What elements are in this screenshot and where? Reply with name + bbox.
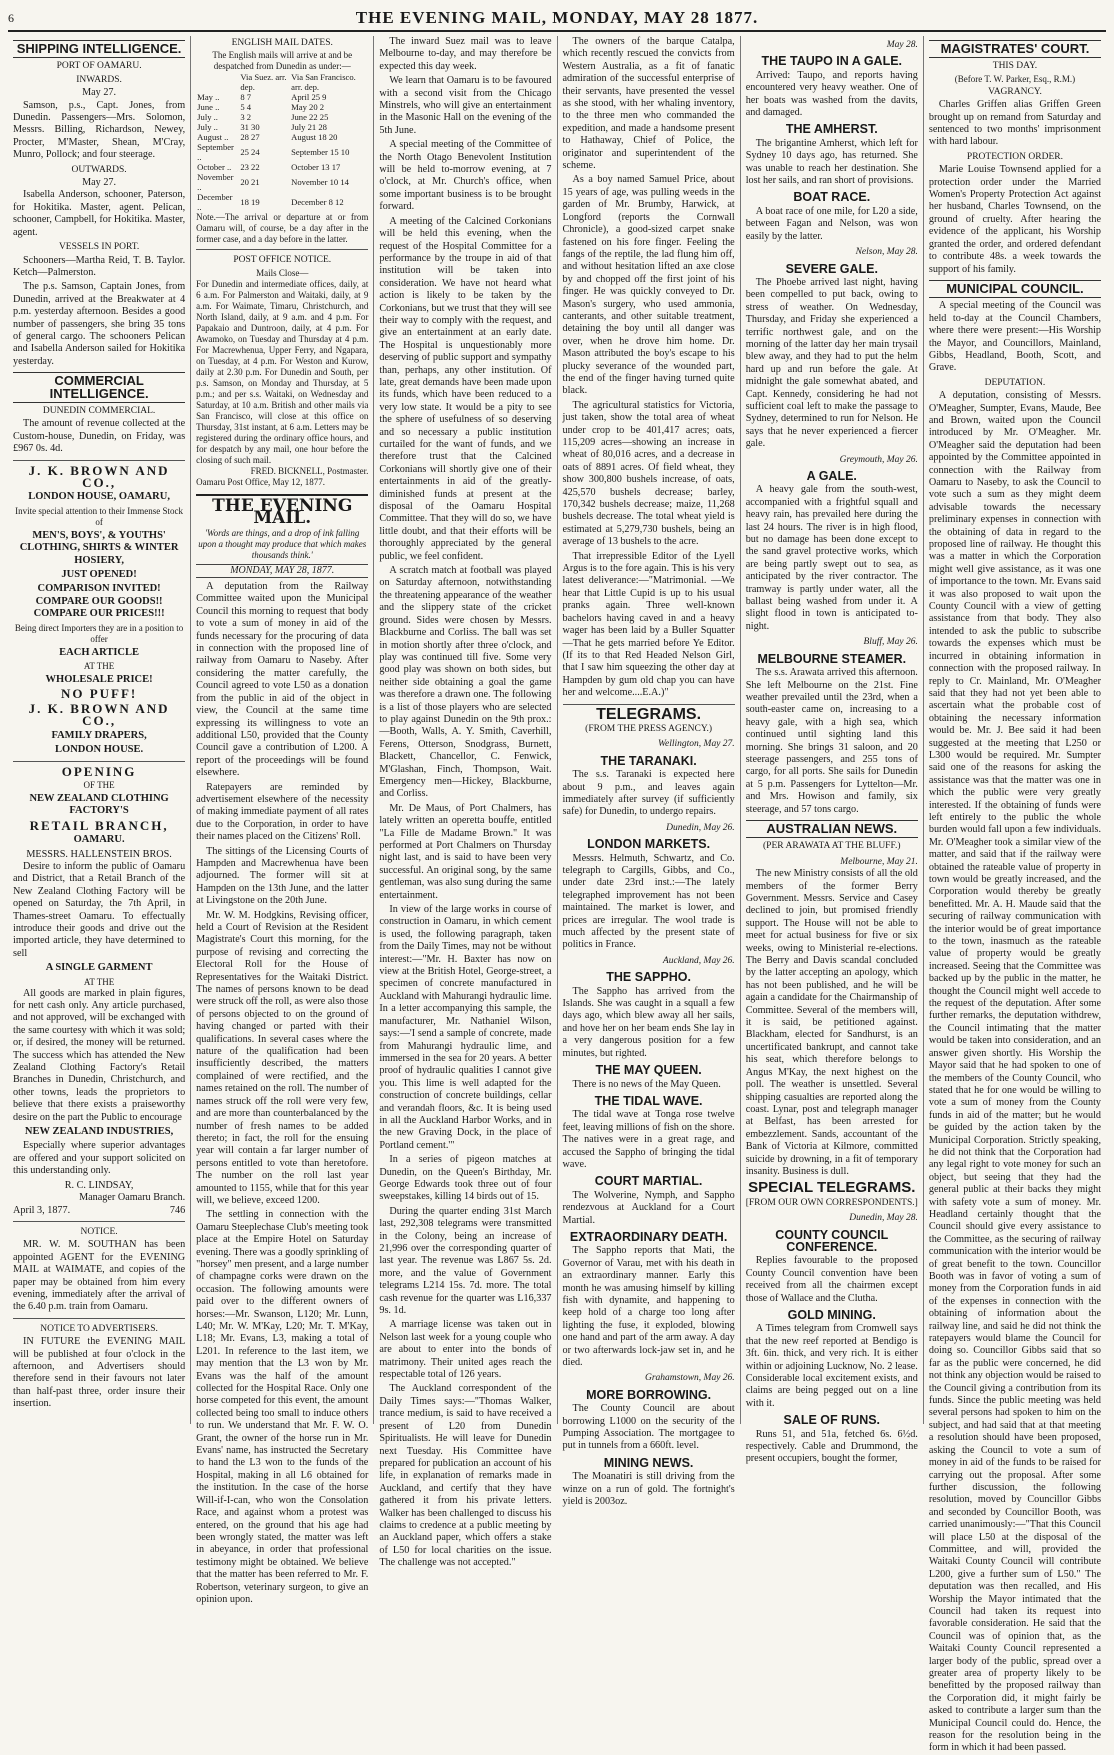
article-paragraph: Mr. De Maus, of Port Chalmers, has lately written an operetta bouffe, entitled "La Fille de Madame Brown." It was performed at Port Chalmers on Thursday night last, and is said to have been very successful. An original song, by the same gentleman, was also sung during the same entertainment. <box>379 802 552 901</box>
mail-row <box>196 172 368 192</box>
article-paragraph: A special meeting of the Committee of the North Otago Benevolent Institution will be held to-morrow evening, at 7 o'clock, at Mr. Church's office, when some important business is to be brought forward. <box>379 139 552 213</box>
article-paragraph: That irrepressible Editor of the Lyell Argus is to the fore again. This is his very latest deliverance:—"Matrimonial. —We hear that Little Cupid is up to his usual pranks again. Three well-known bachelors having caved in and a heavy wager has been laid by a Buller Squatter—That he gets married before Ye Editor. (If its to that Red Headed Nelson Girl, that I saw him squeezing the other day at Hampden by gum old chap you can have her and welcome....E.A.)" <box>562 550 735 699</box>
ad-brown-line: JUST OPENED! <box>61 569 137 581</box>
column-4 <box>558 36 741 1508</box>
mail-cell: June .. <box>197 102 220 113</box>
mail-row <box>196 192 368 212</box>
ad-brown-line: FAMILY DRAPERS, <box>51 729 147 741</box>
telegram-text: The brigantine Amherst, which left for Sydney 10 days ago, has returned. She was unable to reach her destination. She lost her sails, and ran short of provisions. <box>745 137 918 187</box>
ad-brown-line: Being direct Importers they are in a position to offer <box>14 622 184 644</box>
article-paragraph: We learn that Oamaru is to be favoured with a second visit from the Chicago Minstrels, who will give an entertainment in the Masonic Hall on the evening of the 5th June. <box>379 75 552 136</box>
telegram-heading: A GALE. <box>806 469 857 483</box>
ad-nz-number: 746 <box>169 1204 186 1216</box>
ad-brown-line: Invite special attention to their Immense Stock of <box>15 505 184 527</box>
telegrams-heading: TELEGRAMS. <box>596 705 702 723</box>
mail-col: Via Suez. arr. dep. <box>240 72 287 93</box>
telegram-heading: MELBOURNE STEAMER. <box>757 651 907 666</box>
telegram-heading: AUSTRALIAN NEWS. <box>746 820 918 838</box>
notice-text: MR. W. M. SOUTHAN has been appointed AGENT for the EVENING MAIL at WAIMATE, and copies of the paper may be obtained from him every evening, immediately after the arrival of the 6.40 p.m. train from Oamaru. <box>13 1239 186 1313</box>
dateline: MONDAY, MAY 28, 1877. <box>196 564 368 578</box>
article-paragraph: As a boy named Samuel Price, about 15 years of age, was pulling weeds in the garden of Mr. Brumby, Harwick, at Longford (reports the Cornwall Chronicle), a good-sized carpet snake fastened on his fore finger. Feeling the fangs of the reptile, the lad flung him off, and without hesitation lifted an axe close by and chopped off the first joint of his finger. He was quickly conveyed to Dr. Mason's surgery, who used ammonia, canterants, and other suitable treatment, detaining the boy until all danger was over, when he drove him home. Dr. Mason attributed the boy's escape to his plucky severance of the wounded part, the end of the finger having turned quite black. <box>562 174 735 397</box>
article-paragraph: The owners of the barque Catalpa, which recently rescued the convicts from Western Australia, as a fit of fanatic admiration of the successful enterprise of their servants, have presented the vessel as she stood, with her whaling inventory, to the three men who commanded the expedition, and made a handsome present to Hathaway, Chief of Police, the originator and superintendent of the scheme. <box>562 36 735 172</box>
mail-heading: ENGLISH MAIL DATES. <box>231 38 333 48</box>
court-sub: (Before T. W. Parker, Esq., R.M.) <box>954 73 1076 84</box>
article-paragraph: During the quarter ending 31st March last, 292,308 telegrams were transmitted in the Colony, being an increase of 21,996 over the corresponding quarter of last year. The revenue was L867 5s. 2d. more, and the value of Government telegrams L214 15s. 7d. more. The total cash revenue for the quarter was L16,337 9s. 1d. <box>379 1205 552 1317</box>
telegram-heading: EXTRAORDINARY DEATH. <box>569 1229 728 1244</box>
mail-row <box>196 162 368 172</box>
telegram-heading: COURT MARTIAL. <box>594 1174 703 1189</box>
inwards-heading: INWARDS. <box>76 74 122 85</box>
ad-nz-text: All goods are marked in plain figures, for nett cash only. Any article purchased, and not approved, will be exchanged with the same courtesy with which it was sold; or, if desired, the money will be returned. The success which has attended the New Zealand Clothing Factory's Retail Branches in Dunedin, Christchurch, and other towns, leads the proprietors to believe that there exists a praiseworthy desire on the part the Public to encourage <box>13 987 186 1123</box>
mail-row <box>196 132 368 142</box>
mail-cell: April 25 9 <box>291 92 327 103</box>
article-paragraph: The settling in connection with the Oamaru Steeplechase Club's meeting took place at the Empire Hotel on Saturday evening. There was a goodly sprinkling of "horsey" men present, and a large number of champagne corks were drawn on the occasion. The following amounts were paid over to the different owners of horses:—Mr. Swanson, L120; Mr. Lunn, L40; Mr. W. M'Kay, L20; Mr. T. M'Kay, L18; Mr. Evans, L3, making a total of L201. In reference to the last item, we may mention that the L3 won by Mr. Evans was the half of the amount collected for the Hospital Race. Only one horse competed for this event, the amount collected being too small to induce others to run. We understand that Mr. F. W. O. Grant, the owner of the horse run in Mr. Evans' name, has instructed the Secretary to hand the L3 won to the funds of the Hospital, making in all L6 obtained for the institution. In the case of the horse Will-if-I-can, who won the Consolation Race, and against whom a protest was entered, on the ground that his age had been wrongly stated, the matter was left in abeyance, in order that professional testimony might be obtained. We believe that the matter has been referred to Mr. F. Robertson, veterinary surgeon, to give an opinion upon. <box>196 1209 369 1605</box>
ad-brown-line: MEN'S, BOYS', & YOUTHS' CLOTHING, SHIRTS & WINTER HOSIERY, <box>19 529 179 566</box>
commercial-sub: DUNEDIN COMMERCIAL. <box>42 405 156 416</box>
article-paragraph: A marriage license was taken out in Nelson last week for a young couple who are about to enter into the bonds of matrimony. Their united ages reach the respectable total of 126 years. <box>379 1319 552 1381</box>
court-sub: THIS DAY. <box>992 61 1038 72</box>
mail-cell: 23 22 <box>240 162 260 173</box>
court-sub: VAGRANCY. <box>988 86 1042 97</box>
notice-adv-text: IN FUTURE the EVENING MAIL will be published at four o'clock in the afternoon, and Advertisers should therefore send in their favours not later than half-past three, order insure their insertion. <box>13 1336 186 1410</box>
ad-nz-footer <box>13 1205 185 1217</box>
post-heading: POST OFFICE NOTICE. <box>233 255 332 266</box>
column-5 <box>741 36 924 1465</box>
post-text: For Dunedin and intermediate offices, daily, at 6 a.m. For Palmerston and Waitaki, daily, at 9 a.m. For Waimate, Timaru, Christchurch, and North Island, daily, at 9 a.m. and 4 p.m. For Papakaio and Duntroon, daily, at 4 p.m. For Awamoko, on Tuesday and Thursday at 4 p.m. For Macrewhenua, Upper Ferry, and Ngapara, on Tuesday, at 4 p.m. For Weston and Kurow, daily at 2.30 p.m. For Dunedin and South, per p.s. Samson, on Monday and Thursday, at 5 p.m.; and per s.s. Waitaki, on Wednesday and Saturday, at 10 a.m. British and other mails via San Francisco, will close at this office on Thursday, 31st instant, at 6 a.m. Letters may be registered during the ordinary office hours, and for despatch by any mail, one hour before the closing of such mail. <box>196 278 369 465</box>
dateline-location: Wellington, May 27. <box>657 739 735 750</box>
article-paragraph: Mr. W. M. Hodgkins, Revising officer, held a Court of Revision at the Resident Magistrate's Court this morning, for the purpose of revising and correcting the Electoral Roll for the House of Representatives for the Waitaki District. The names of persons known to be dead were struck off the roll, as were also those of persons objected to on the ground of having changed or parted with their qualifications. In several cases where the nature of the qualification had been insufficiently described, the matters complained of were rectified, and the names retained on the roll. The number of names struck off the roll were very few, and are more than counterbalanced by the number of fresh names to be added thereto; in fact, the roll for the ensuing year will contain a far larger number of persons entitled to vote than heretofore. The number on the roll last year amounted to 1155, while that for this year will, we believe, exceed 1200. <box>196 909 369 1206</box>
council-text: A deputation, consisting of Messrs. O'Meagher, Sumpter, Evans, Maude, Bee and Brown, waited upon the Council introduced by Mr. O'Meagher. Mr. O'Meagher said the deputation had been appointed by the Committee appointed in connection with the Railway from Oamaru to Naseby, to ask the Council to vote such a sum as they might deem advisable towards the necessary preliminary expenses in connection with the obtaining of data in regard to the proposed line of railway. He thought this was a matter in which the Corporation might well give assistance, as it was one of importance to the town. Mr. Evans said it was also proposed to wait upon the County Council with a view of getting assistance from that body. They also intended to ask the public to subscribe towards the expenses which must be incurred in obtaining information in connection with the proposed railway. In reply to Cr. Mainland, Mr. O'Meagher said that they had not yet been able to ascertain what the probable cost of obtaining the necessary information would be. Mr. J. Bee said it had been suggested at the meeting that L250 or L300 would be required. Mr. Sumpter said one of the reasons for asking the assistance was that the matter was one in which the public were very greatly interested. If the obtaining of funds were left entirely to the public the whole burden would fall upon a few individuals. Mr. O'Meagher took a similar view of the matter, and said that if the railway were obtained the rateable value of property in town would be greatly increased, and the Corporation would thereby be greatly benefitted. Mr. A. H. Maude said that the securing of railway communication with the interior would be of great importance to the town, inasmuch as the rateable value of property would be greatly increased. Seeing that the Committee was backed up by the public in the matter, he thought the Council might well accede to the request of the deputation. After some further remarks, the deputation withdrew, the Council intimating that the matter would be taken into consideration, and an answer given shortly. His Worship the Mayor said that he had spoken to one of the members of the County Council, who stated that he for one would be willing to vote a sum of money from the County funds in aid of the matter; but he would be guided by the action taken by the Municipal Corporation. Strictly speaking, he did not think that the Corporation had any legal right to vote money for such an object, but seeing that they had the general public at their backs they might with safety vote a sum of money. Mr. Headland certainly thought that the Council should give every assistance to the Committee, as the securing of railway communication with the interior would be of great benefit to the town. Councillor Booth was in favor of voting a sum of money from the Corporation funds in aid of the expenses in connection with the obtaining of information about the railway line, and said he did not think the ratepayers would blame the Council for doing so. Councillor Gibbs said that so far as the public were concerned, he did not think any objection would be raised to the Council giving a contribution from its funds. Since the public meeting was held several persons had spoken to him on the subject, and had said that at that meeting a resolution should have been proposed, asking the Council to vote a sum of money in aid of the funds to be raised for carrying out the proposal. After some further discussion, the following resolution, moved by Councillor Gibbs and seconded by Councillor Booth, was carried unanimously:—"That this Council will place L50 at the disposal of the Committee, and will, provided the Waitaki County Council will contribute L200, give a further sum of L50." The deputation was then recalled, and His Worship the Mayor intimated that the Council had taken its request into favorable consideration. He said that the Council was of opinion that, as the Waitaki County Council represented a larger body of the public, spread over a greater area of property likely to be benefitted by the proposed railway than the Corporation did, it might fairly be asked to contribute a larger sum than the Municipal Council could do. Hence, the reason for the resolution being in the form in which it had been passed. <box>928 390 1102 1754</box>
ad-brown-title: J. K. BROWN AND CO., <box>28 462 170 490</box>
mail-cell: 28 27 <box>240 132 260 143</box>
mail-row <box>196 92 368 102</box>
telegram-text: The County Council are about borrowing L1000 on the security of the Pumping Association. The mortgagee to put in tunnels from a 660ft. level. <box>562 1403 735 1452</box>
inwards-date: May 27. <box>82 87 117 99</box>
telegram-heading: GOLD MINING. <box>787 1308 876 1322</box>
mail-cell: June 22 25 <box>291 112 329 123</box>
telegram-heading: THE TIDAL WAVE. <box>594 1093 703 1108</box>
columns <box>8 36 1106 1754</box>
dateline-location: May 28. <box>886 40 918 50</box>
ad-nz-text: Especially where superior advantages are offered and your support solicited on this understanding only. <box>13 1140 186 1177</box>
ad-nz-line: NEW ZEALAND CLOTHING FACTORY'S <box>29 792 169 817</box>
article-paragraph: A scratch match at football was played on Saturday afternoon, notwithstanding the threatening appearance of the weather and the slippery state of the cricket ground. Sides were chosen by Messrs. Blackburne and Corliss. The ball was set in motion shortly after three o'clock, and play was continued till five. Some very good play was shown on both sides, but neither side obtaining a goal the game was therefore a drawn one. The following is a list of those players who are selected to play against Dunedin on the 9th prox.:—Booth, Walls, A. Y. Smith, Caverhill, Ferens, Otterson, Snodgrass, Burnett, Blackett, Chancellor, C. Fenwick, M'Glashan, Finch, Thompson, Wait. Emergency men—Hickey, Blackburne, and Corliss. <box>379 565 552 800</box>
ad-nz-line: AT THE <box>83 976 115 987</box>
divider <box>13 761 185 762</box>
telegram-text: The Moanatiri is still driving from the winze on a run of gold. The fortnight's yield is 2003oz. <box>562 1471 735 1508</box>
ad-nz-line: A SINGLE GARMENT <box>45 962 153 974</box>
ad-nz-sign: Manager Oamaru Branch. <box>79 1192 186 1204</box>
telegram-text: Runs 51, and 51a, fetched 6s. 6½d. respectively. Cable and Drummond, the present occupiers, bought the former, <box>745 1428 918 1465</box>
divider <box>13 460 185 461</box>
masthead <box>8 6 1106 32</box>
ad-brown-line: LONDON HOUSE, OAMARU, <box>28 491 170 503</box>
paper-title: THE EVENING MAIL. <box>196 494 368 525</box>
special-telegrams-heading: SPECIAL TELEGRAMS. <box>748 1179 916 1197</box>
commercial-text: The amount of revenue collected at the Custom-house, Dunedin, on Friday, was £967 0s. 4d. <box>13 418 186 455</box>
mail-cell: May 20 2 <box>291 102 325 113</box>
court-text: Marie Louise Townsend applied for a protection order under the Married Women's Property Protection Act against her husband, Charles Townsend, on the ground of cruelty. After hearing the evidence of the applicant, his Worship granted the order, and ordered defendant to contribute 48s. a week towards the support of his family. <box>928 164 1102 275</box>
mail-cell: 18 19 <box>240 197 260 208</box>
telegram-heading: THE AMHERST. <box>785 122 878 137</box>
ad-brown-line: WHOLESALE PRICE! <box>45 674 153 686</box>
divider <box>13 1318 185 1319</box>
ad-nz-text: Desire to inform the public of Oamaru and District, that a Retail Branch of the New Zealand Clothing Factory will be opened on Saturday, the 7th April, in Thames-street Oamaru. To effectually introduce their goods and drive out the imported article, they have determined to sell <box>13 860 186 959</box>
post-sign: FRED. BICKNELL, Postmaster. <box>250 465 369 476</box>
ad-nz-line: NEW ZEALAND INDUSTRIES, <box>24 1126 174 1138</box>
mail-cell: October 13 17 <box>291 162 341 173</box>
telegram-text: Replies favourable to the proposed County Council convention have been received from all the chairmen except those of Wallace and the Clutha. <box>745 1255 918 1304</box>
notice-adv-heading: NOTICE TO ADVERTISERS. <box>40 1323 158 1334</box>
article-paragraph: Ratepayers are reminded by advertisement elsewhere of the necessity of making immediate payment of all rates due to the Corporation, in order to have their names placed on the Citizens' Roll. <box>196 781 369 843</box>
telegram-text: There is no news of the May Queen. <box>572 1078 721 1090</box>
column-3 <box>374 36 557 1569</box>
article-paragraph: The agricultural statistics for Victoria, just taken, show the total area of wheat under crop to be 401,417 acres; oats, 115,209 acres—showing an increase in wheat of 80,016 acres, and a decrease in oats of 8891 acres. Of field wheat, they show 300,800 bushels increase, of oats, 425,570 bushels decrease; barley, 170,342 bushels decrease; maize, 11,268 bushels decrease. The total wheat yield is estimated at 5,279,730 bushels, being an average of 13 bushels to the acre. <box>562 399 735 548</box>
mail-cell: August 18 20 <box>291 132 338 143</box>
shipping-heading: SHIPPING INTELLIGENCE. <box>13 40 185 58</box>
telegrams-sub: (FROM THE PRESS AGENCY.) <box>585 723 713 734</box>
dateline-location: Dunedin, May 28. <box>849 1213 918 1224</box>
column-6 <box>924 36 1106 1754</box>
telegram-sub: (PER ARAWATA AT THE BLUFF.) <box>763 841 901 852</box>
court-text: Charles Griffen alias Griffen Green brought up on remand from Saturday and sentenced to two months' imprisonment with hard labour. <box>928 99 1102 148</box>
article-paragraph: In a series of pigeon matches at Dunedin, on the Queen's Birthday, Mr. George Edwards took three out of four sweepstakes, killing 14 birds out of 15. <box>379 1154 552 1203</box>
divider <box>13 1221 185 1222</box>
telegram-heading: SALE OF RUNS. <box>783 1413 881 1428</box>
mail-cell: November .. <box>197 172 234 193</box>
council-heading: MUNICIPAL COUNCIL. <box>929 280 1101 298</box>
ad-nz-line: MESSRS. HALLENSTEIN BROS. <box>26 848 172 860</box>
telegram-text: The Sappho has arrived from the Islands. She was caught in a squall a few days ago, which blew away all her sails, and hove her on her beam ends She lay in a very dangerous position for a few minutes, but righted. <box>562 985 735 1059</box>
post-sub: Mails Close— <box>256 267 309 278</box>
mail-cell: July .. <box>197 122 218 133</box>
telegram-heading: SEVERE GALE. <box>785 261 878 276</box>
mail-cell: 25 24 <box>240 147 260 158</box>
telegram-heading: MINING NEWS. <box>603 1455 694 1470</box>
commercial-heading: COMMERCIAL INTELLIGENCE. <box>13 372 185 403</box>
telegram-text: Messrs. Helmuth, Schwartz, and Co. telegraph to Cargills, Gibbs, and Co., under date 23rd inst.:—The lately telegraphed improvement has not been maintained. The market is lower, and prices are irregular. The wool trade is much affected by the present state of politics in France. <box>562 852 735 951</box>
notice-heading: NOTICE. <box>80 1226 118 1237</box>
telegram-heading: THE TARANAKI. <box>600 753 697 768</box>
court-sub: PROTECTION ORDER. <box>966 151 1063 162</box>
special-telegrams-sub: [FROM OUR OWN CORRESPONDENTS.] <box>745 1197 918 1208</box>
ad-nz-sign: R. C. LINDSAY, <box>64 1179 134 1191</box>
inwards-text: Samson, p.s., Capt. Jones, from Dunedin. Passengers—Mrs. Solomon, Messrs. Billing, Richardson, Newey, Procter, M'Master, Shean, M'Cray, Munro, Pollock; and four steerage. <box>13 99 186 161</box>
vessels-text: Schooners—Martha Reid, T. B. Taylor. Ketch—Palmerston. <box>13 254 186 278</box>
court-heading: MAGISTRATES' COURT. <box>929 40 1101 58</box>
telegram-text: A boat race of one mile, for L20 a side, between Fagan and Nelson, was won easily by the latter. <box>745 205 918 242</box>
mail-row <box>196 112 368 122</box>
divider <box>196 249 368 250</box>
mail-cell: September .. <box>197 142 234 163</box>
telegram-text: A Times telegram from Cromwell says that the new reef reported at Bendigo is 3ft. 6in. thick, and very rich. It is either within or adjoining Lucknow, No. 2 lease. Considerable local excitement exists, and claims are being pegged out on a line with it. <box>745 1323 918 1409</box>
telegram-heading: COUNTY COUNCIL CONFERENCE. <box>775 1227 889 1254</box>
mail-table-header <box>196 72 368 92</box>
newspaper-title: THE EVENING MAIL, MONDAY, MAY 28 1877. <box>355 8 759 27</box>
telegram-text: The new Ministry consists of all the old members of the former Berry Government. Messrs. Service and Casey declined to join, but promised friendly support. The House will not be able to meet for actual business for five or six weeks, owing to Ministerial re-elections. The Berry and Davis scandal concluded by the latter accepting an apology, which has not been published, and he will be again a candidate for the Chairmanship of Committee. Several of the members will, it is said, be petitioned against. Blackham, elected for Sandhurst, is an uncertificated bankrupt, and cannot take his seat, which therefore belongs to Angus M'Kay, the next highest on the poll. The weather is unsettled. Several shipping casualties are reported along the coast. Lynar, post and telegraph manager at Belfast, has been arrested for embezzlement. Sands, accountant of the Bank of Victoria at Kilmore, committed suicide by drowning, in a fit of temporary insanity. Business is dull. <box>745 868 918 1177</box>
ad-brown-line: AT THE <box>83 661 115 672</box>
article-paragraph: A deputation from the Railway Committee waited upon the Municipal Council this morning to request that body to vote a sum of money in aid of the funds necessary for the procuring of data in connection with the proposed line of railway from Oamaru to Naseby. After considering the matter carefully, the Council agreed to vote L50 as a donation from the public in aid of the object in view, the Council at the same time expressing its willingness to vote an additional L50, provided that the County Council gave a contribution of L200. A report of the proceedings will be found elsewhere. <box>196 581 369 779</box>
mail-cell: July .. <box>197 112 218 123</box>
telegram-heading: THE TAUPO IN A GALE. <box>761 54 903 69</box>
mail-cell: October .. <box>197 162 232 173</box>
mail-cell: 5 4 <box>240 102 252 113</box>
article-paragraph: The Auckland correspondent of the Daily Times says:—"Thomas Walker, trance medium, is said to have received a present of L20 from Dunedin Spiritualists. He will leave for Dunedin next Tuesday. His Committee have prepared for publication an account of his life, in explanation of remarks made in Auckland, and certify that they have gathered it from his private letters. Walker has been challenged to discuss his claims to credence at a public meeting by an Auckland paper, which offers a stake of L50 for local charities on the issue. The challenge was not accepted." <box>379 1383 552 1569</box>
mail-cell: September 15 10 <box>291 147 350 158</box>
ad-brown-line: COMPARISON INVITED! COMPARE OUR GOODS!! COMPARE OUR PRICES!!! <box>33 583 165 620</box>
mail-cell: 3 2 <box>240 112 252 123</box>
telegram-text: The tidal wave at Tonga rose twelve feet, leaving millions of fish on the shore. The natives were in a great rage, and accused the Sappho of bringing the tidal wave. <box>562 1109 735 1170</box>
page-number: 6 <box>8 10 14 25</box>
telegram-text: A heavy gale from the south-west, accompanied with a frightful squall and heavy rain, has prevailed here during the last 24 hours. The river is in high flood, but no damage has been done except to the sand gravel protective works, which are being partly swept out to sea, as anticipated by the river contractor. The tramway is partly under water, all the ballast being washed from under it. A slight flood in town is anticipated to-night. <box>745 484 918 632</box>
article-paragraph: The sittings of the Licensing Courts of Hampden and Macrewhenua have been adjourned. The former will sit at Hampden on the 13th June, and the latter at Livingstone on the 20th June. <box>196 845 369 907</box>
mail-cell: May .. <box>197 92 220 103</box>
ad-brown-line: LONDON HOUSE. <box>55 744 144 756</box>
telegram-text: The Wolverine, Nymph, and Sappho rendezvous at Auckland for a Court Martial. <box>562 1189 735 1226</box>
dateline-location: Grahamstown, May 26. <box>644 1373 735 1384</box>
mail-table <box>196 72 368 212</box>
ad-nz-line: RETAIL BRANCH, <box>29 817 169 833</box>
mail-cell: 31 30 <box>240 122 260 133</box>
mail-cell: December 8 12 <box>291 197 344 208</box>
post-date: Oamaru Post Office, May 12, 1877. <box>196 476 325 487</box>
telegram-heading: THE SAPPHO. <box>606 970 691 985</box>
telegram-heading: MORE BORROWING. <box>586 1387 712 1402</box>
dateline-location: Bluff, May 26. <box>863 637 918 648</box>
ad-nz-line: OPENING <box>61 763 137 779</box>
ad-brown-line: J. K. BROWN AND CO., <box>28 700 170 729</box>
dateline-location: Auckland, May 26. <box>662 955 735 966</box>
mail-cell: November 10 14 <box>291 177 349 188</box>
outwards-text: Isabella Anderson, schooner, Paterson, for Hokitika. Master, agent. Pelican, schooner, Campbell, for Hokitika. Master, agent. <box>13 189 186 238</box>
telegram-text: The s.s. Arawata arrived this afternoon. She left Melbourne on the 21st. Fine weather prevailed until the 23rd, when a south-easter came on, increasing to a heavy gale, with a high sea, which continued until sighting land this morning. She brings 31 saloon, and 20 steerage passengers, and 255 tons of cargo, for all ports. She sails for Dunedin at 5 p.m. Passengers for Lyttelton—Mr. and Mrs. Howison and family, six steerage, and 57 tons cargo. <box>745 667 918 815</box>
column-2 <box>191 36 374 1605</box>
ad-nz-line: OAMARU. <box>73 834 125 846</box>
ad-brown-line: NO PUFF! <box>60 686 138 702</box>
article-paragraph: A meeting of the Calcined Corkonians will be held this evening, when the request of the Hospital Committee for a performance by the troupe in aid of that institution will be taken into consideration. We have not heard what action is likely to be taken by the Corkonians, but we trust that they will see their way to comply with the request, and give an entertainment at an early date. The Hospital is unquestionably more deserving of public support and sympathy than, perhaps, any other institution. Of late, great demands have been made upon its funds, which have been reduced to a very low state. It would be a pity to see the sphere of usefulness of so deserving and so necessary a public institution curtailed for the want of funds, and we therefore trust that the Calcined Corkonians will shortly give one of their entertainments in aid of the greatly-diminished funds at present at the disposal of the Oamaru Hospital Committee. That they will do so, we have little doubt, and that their efforts will be thoroughly appreciated by the general public, we feel confident. <box>379 215 552 562</box>
samson-text: The p.s. Samson, Captain Jones, from Dunedin, arrived at the Breakwater at 4 p.m. yesterday afternoon. Besides a good number of passengers, she bring 35 tons of general cargo. The schooners Pelican and Isabella Anderson sailed for Hokitika yesterday. <box>13 281 186 367</box>
mail-col <box>196 72 239 92</box>
telegram-heading: THE MAY QUEEN. <box>595 1063 702 1078</box>
mail-cell: July 21 28 <box>291 122 327 133</box>
mail-cell: August .. <box>197 132 229 143</box>
port-heading: PORT OF OAMARU. <box>56 61 142 72</box>
council-text: A special meeting of the Council was held to-day at the Council Chambers, where there were present:—His Worship the Mayor, and Councillors, Mainland, Gibbs, Headland, Booth, Scott, and Grave. <box>928 300 1102 374</box>
mail-row <box>196 102 368 112</box>
mail-cell: December .. <box>197 192 233 213</box>
ad-nz-date: April 3, 1877. <box>13 1204 71 1216</box>
vessels-heading: VESSELS IN PORT. <box>58 242 140 253</box>
telegram-heading: LONDON MARKETS. <box>587 837 711 852</box>
column-1 <box>8 36 191 1424</box>
mail-note: Note.—The arrival or departure at or from Oamaru will, of course, be a day after in the former case, and a day before in the latter. <box>196 212 369 245</box>
mail-col: Via San Francisco. arr. dep. <box>291 72 356 93</box>
ad-brown-line: EACH ARTICLE <box>59 646 140 658</box>
outwards-heading: OUTWARDS. <box>71 164 127 175</box>
mail-row <box>196 142 368 162</box>
dateline-location: Dunedin, May 26. <box>666 822 735 833</box>
telegram-heading: BOAT RACE. <box>793 190 871 205</box>
motto: 'Words are things, and a drop of ink falling upon a thought may produce that which makes thousands think.' <box>198 527 367 560</box>
mail-intro: The English mails will arrive at and be despatched from Dunedin as under:— <box>212 50 353 72</box>
dateline-location: Greymouth, May 26. <box>839 454 918 465</box>
divider <box>563 704 735 705</box>
telegram-text: Arrived: Taupo, and reports having encountered very heavy weather. One of her boats was washed from the davits, and damaged. <box>745 69 918 119</box>
mail-row <box>196 122 368 132</box>
council-sub: DEPUTATION. <box>984 377 1046 388</box>
mail-cell: 20 21 <box>240 177 260 188</box>
dateline-location: Melbourne, May 21. <box>840 856 918 867</box>
telegram-text: The s.s. Taranaki is expected here about 9 p.m., and leaves again immediately after survey (if sufficiently safe) for Dunedin, to undergo repairs. <box>562 769 735 818</box>
article-paragraph: The inward Suez mail was to leave Melbourne to-day, and may therefore be expected this day week. <box>379 36 552 72</box>
mail-cell: 8 7 <box>240 92 252 103</box>
dateline-location: Nelson, May 28. <box>855 247 918 258</box>
article-paragraph: In view of the large works in course of construction in Oamaru, in which cement is used, the following paragraph, taken from the Daily Times, may not be without interest:—"Mr. H. Baxter has now on view at the British Hotel, George-street, a specimen of concrete manufactured in Auckland with Mahurangi hydraulic lime. In a letter accompanying this sample, the manufacturer, Mr. Nathaniel Wilson, says:—'I send a sample of concrete, made from Mahurangi hydraulic lime, and immersed in the sea for 20 years. A better proof of hydraulic qualities I cannot give you. This lime is well adapted for the construction of concrete buildings, cellar and verandah floors, &c. It is being used in all the Auckland Harbor Works, and in the new Graving Dock, in the place of Portland cement.'" <box>379 904 552 1151</box>
telegram-text: The Phoebe arrived last night, having been compelled to put back, owing to stress of weather. On Wednesday, Thursday, and Friday she experienced a terrific northwest gale, and on the morning of the latter day her main trysail blew away, and they had to put the helm hard up and run before the gale. At midnight the gale somewhat abated, and Capt. Kennedy, considering he had not sufficient coal left to make the passage to Sydney, determined to run for Nelson. He says that he never experienced a fiercer gale. <box>745 276 918 450</box>
ad-nz-line: OF THE <box>83 779 115 790</box>
outwards-date: May 27. <box>82 177 117 189</box>
telegram-text: The Sappho reports that Mati, the Governor of Varau, met with his death in an extraordinary manner. Early this month he was amusing himself by killing fish with dynamite, and happening to keep hold of a charge too long after lighting the fuse, it exploded, blowing one hand and part of the arm away. A day or two afterwards lock-jaw set in, and he died. <box>562 1245 735 1369</box>
